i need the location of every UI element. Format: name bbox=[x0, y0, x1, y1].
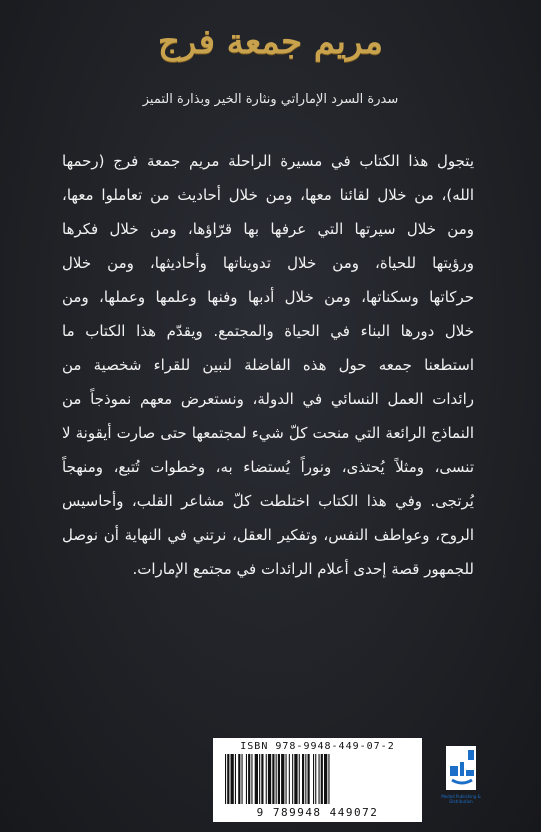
blurb-line: ورؤيتها للحياة، ومن خلال تدويناتها وأحاديثها، ومن خلال bbox=[62, 254, 474, 272]
blurb-line: يُرتجى. وفي هذا الكتاب اختلطت كلّ مشاعر القلب، وأحاسيس bbox=[62, 492, 474, 510]
blurb-line: الروح، وعواطف النفس، وتفكير العقل، نرتني في النهاية أن نوصل bbox=[62, 526, 474, 544]
blurb-line: استطعنا جمعه حول هذه الفاضلة لنبين للقراء شخصية من bbox=[62, 356, 474, 374]
barcode-digits: 9 789948 449072 bbox=[256, 806, 379, 819]
book-title: مريم جمعة فرج bbox=[157, 22, 383, 62]
blurb-line: يتجول هذا الكتاب في مسيرة الراحلة مريم جمعة فرج (رحمها bbox=[62, 152, 474, 170]
medad-logo-icon bbox=[432, 744, 490, 794]
blurb-text bbox=[62, 144, 474, 586]
barcode-bars bbox=[225, 754, 410, 804]
blurb-line: ومن خلال سيرتها التي عرفها بها قرّاؤها، ومن خلال فكرها bbox=[62, 220, 474, 238]
blurb-line: خلال دورها البناء في الحياة والمجتمع. ويقدّم هذا الكتاب ما bbox=[62, 322, 474, 340]
isbn-label: ISBN 978-9948-449-07-2 bbox=[240, 741, 395, 752]
blurb-line: النماذج الرائعة التي منحت كلّ شيء لمجتمعها حتى صارت أيقونة لا bbox=[62, 424, 474, 442]
isbn-barcode bbox=[213, 738, 422, 822]
blurb-line: تنسى، ومثلاً يُحتذى، ونوراً يُستضاء به، وخطوات تُتبع، ومنهجاً bbox=[62, 458, 474, 476]
blurb-line: حركاتها وسكناتها، ومن خلال أدبها وفنها وعلمها وعملها، ومن bbox=[62, 288, 474, 306]
blurb-line: للجمهور قصة إحدى أعلام الرائدات في مجتمع الإمارات. bbox=[132, 560, 474, 578]
publisher-logo bbox=[432, 744, 490, 814]
blurb-line: الله)، من خلال لقائنا معها، ومن خلال أحاديث من تعاملوا معها، bbox=[62, 186, 474, 204]
publisher-name: Medad Publishing & Distribution bbox=[441, 794, 481, 804]
book-subtitle: سدرة السرد الإماراتي ونثارة الخير وبذارة التميز bbox=[142, 92, 399, 107]
blurb-line: رائدات العمل النسائي في الدولة، ونستعرض معهم نموذجاً من bbox=[62, 390, 474, 408]
